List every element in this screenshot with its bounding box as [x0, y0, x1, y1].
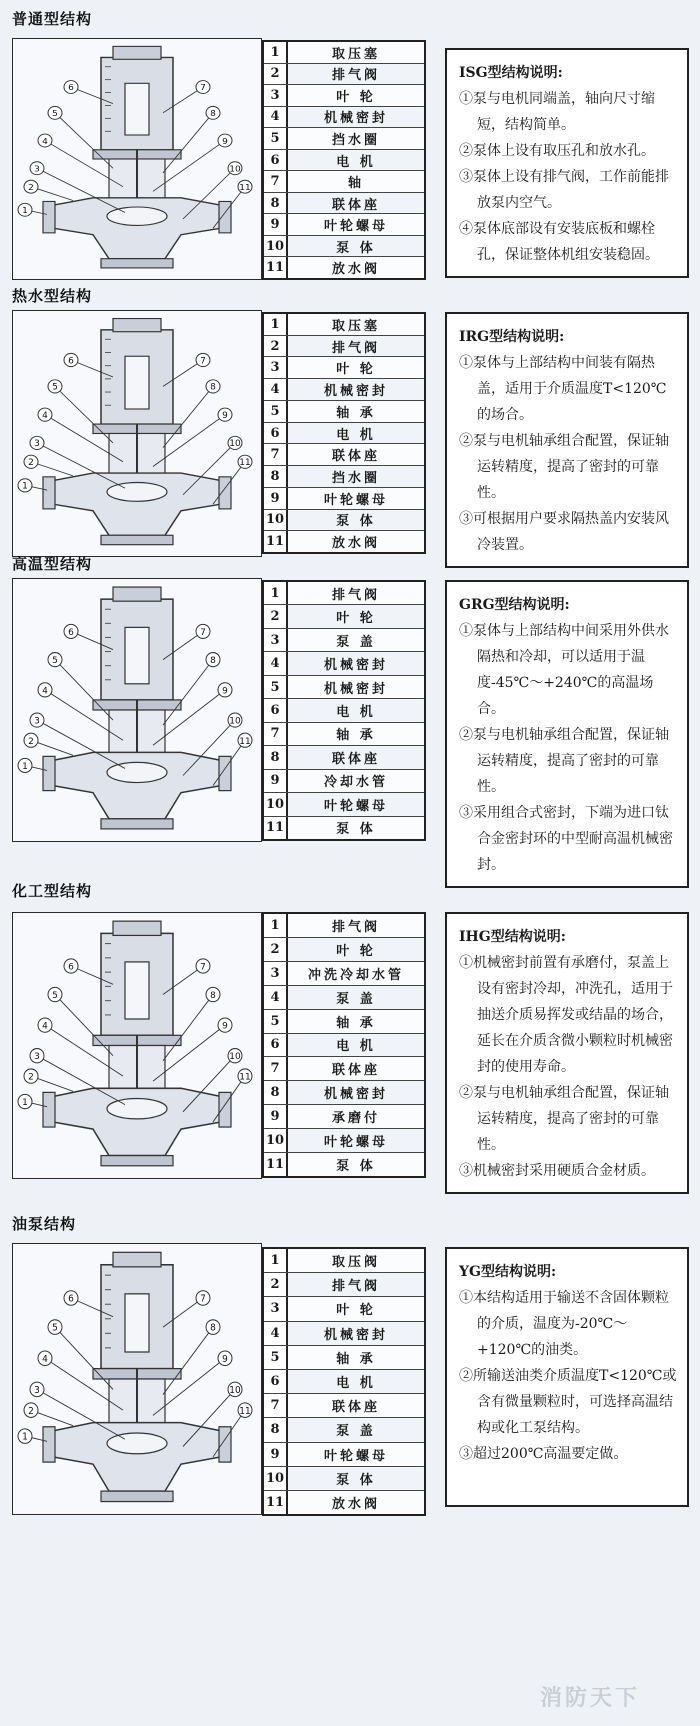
base-plate [101, 1491, 173, 1501]
section-title: 普通型结构 [12, 10, 93, 28]
inlet-flange [43, 1427, 55, 1462]
parts-row [264, 1105, 424, 1129]
parts-row [264, 699, 424, 722]
parts-row [264, 444, 424, 466]
callout-number: 3 [34, 439, 40, 450]
callout-number: 4 [42, 1021, 48, 1032]
part-number: 4 [264, 986, 288, 1009]
part-number: 2 [264, 336, 288, 357]
callout-number: 8 [210, 382, 216, 393]
parts-row [264, 423, 424, 445]
parts-row [264, 171, 424, 193]
motor-cap [113, 587, 161, 601]
callout-number: 4 [42, 411, 48, 421]
impeller [107, 207, 167, 225]
part-number: 10 [264, 1467, 288, 1490]
parts-row [264, 746, 424, 769]
part-number: 2 [264, 938, 288, 961]
motor-cap [113, 921, 161, 935]
part-name: 泵 体 [288, 1467, 424, 1490]
parts-row [264, 466, 424, 488]
parts-row [264, 401, 424, 423]
parts-row [264, 1153, 424, 1176]
part-number: 5 [264, 1010, 288, 1033]
part-name: 电 机 [288, 1034, 424, 1057]
parts-row [264, 193, 424, 215]
part-name: 轴 承 [288, 401, 424, 422]
parts-row [264, 1443, 424, 1467]
impeller [107, 1433, 167, 1454]
part-number: 3 [264, 629, 288, 651]
part-name: 机械密封 [288, 1322, 424, 1345]
callout-number: 7 [200, 627, 206, 638]
part-number: 6 [264, 1034, 288, 1057]
parts-row [264, 214, 424, 236]
callout-number: 9 [222, 686, 228, 697]
description-title: GRG型结构说明: [459, 597, 570, 613]
part-number: 3 [264, 357, 288, 378]
callout-number: 2 [28, 1405, 34, 1417]
parts-row [264, 379, 424, 401]
callout-number: 5 [52, 991, 58, 1002]
description-item: ①泵体与上部结构中间采用外供水隔热和冷却，可以适用于温度-45℃～+240℃的高温场合。 [459, 623, 669, 717]
part-name: 挡水圈 [288, 466, 424, 487]
callout-number: 6 [68, 627, 74, 638]
description-item: ②所输送油类介质温度T<120℃或含有微量颗粒时，可选择高温结构或化工泵结构。 [459, 1368, 677, 1436]
part-number: 11 [264, 1491, 288, 1514]
outlet-flange [219, 201, 231, 232]
part-name: 冷却水管 [288, 770, 424, 792]
part-name: 排气阀 [288, 914, 424, 937]
parts-row [264, 85, 424, 107]
callout-number: 2 [28, 1072, 34, 1083]
part-number: 9 [264, 1443, 288, 1466]
callout-number: 4 [42, 1353, 48, 1365]
part-number: 6 [264, 699, 288, 721]
parts-row [264, 1057, 424, 1081]
structure-description [445, 312, 689, 568]
callout-number: 10 [229, 439, 241, 450]
part-number: 1 [264, 914, 288, 937]
structure-description [445, 580, 689, 888]
structure-description [445, 48, 689, 278]
part-name: 排气阀 [288, 336, 424, 357]
parts-row [264, 1418, 424, 1442]
description-title: IRG型结构说明: [459, 329, 565, 345]
part-name: 机械密封 [288, 379, 424, 400]
part-number: 9 [264, 770, 288, 792]
description-item: ①本结构适用于输送不含固体颗粒的介质，温度为-20℃～+120℃的油类。 [459, 1290, 669, 1358]
part-name: 叶轮螺母 [288, 793, 424, 815]
callout-number: 1 [22, 206, 28, 216]
callout-number: 3 [34, 164, 40, 175]
description-item: ④泵体底部设有安装底板和螺栓孔，保证整体机组安装稳固。 [459, 221, 659, 263]
description-item: ①机械密封前置有承磨付，泵盖上设有密封冷却，冲洗孔，适用于抽送介质易挥发或结晶的场合，延长在介质含微小颗粒时机械密封的使用寿命。 [459, 955, 673, 1075]
section-title: 化工型结构 [12, 882, 93, 900]
part-number: 9 [264, 1105, 288, 1128]
parts-table [262, 580, 426, 841]
callout-number: 3 [34, 1384, 40, 1397]
part-name: 联体座 [288, 1057, 424, 1080]
callout-number: 6 [68, 1293, 74, 1305]
callout-number: 2 [28, 183, 34, 193]
part-name: 电 机 [288, 150, 424, 171]
parts-row [264, 817, 424, 839]
parts-row [264, 1034, 424, 1058]
callout-number: 4 [42, 137, 48, 147]
part-number: 1 [264, 314, 288, 335]
structure-section [0, 285, 700, 559]
parts-row [264, 605, 424, 628]
part-number: 11 [264, 531, 288, 552]
callout-number: 11 [239, 736, 251, 747]
parts-row [264, 357, 424, 379]
part-number: 4 [264, 1322, 288, 1345]
parts-table [262, 40, 426, 280]
parts-row [264, 723, 424, 746]
inlet-flange [43, 1092, 55, 1127]
callout-number: 8 [210, 1322, 216, 1334]
part-number: 9 [264, 488, 288, 509]
part-name: 叶 轮 [288, 85, 424, 106]
impeller [107, 1099, 167, 1119]
watermark-text: 消防天下 [539, 1686, 640, 1711]
part-name: 冲洗冷却水管 [288, 962, 424, 985]
callout-number: 1 [22, 761, 28, 772]
part-number: 11 [264, 1153, 288, 1176]
callout-number: 3 [34, 1052, 40, 1063]
pump-diagram [12, 1243, 262, 1515]
parts-row [264, 488, 424, 510]
part-name: 电 机 [288, 699, 424, 721]
part-number: 6 [264, 1370, 288, 1393]
part-name: 电 机 [288, 1370, 424, 1393]
parts-table [262, 1247, 426, 1516]
callout-number: 5 [52, 382, 58, 393]
part-name: 泵 体 [288, 1153, 424, 1176]
callout-number: 5 [52, 1322, 58, 1334]
pump-diagram [12, 912, 262, 1179]
part-number: 1 [264, 1249, 288, 1272]
callout-number: 1 [22, 481, 28, 492]
description-title: YG型结构说明: [459, 1264, 557, 1280]
description-item: ③机械密封采用硬质合金材质。 [459, 1163, 655, 1179]
motor-window [125, 1294, 149, 1352]
part-name: 取压塞 [288, 314, 424, 335]
section-title: 高温型结构 [12, 555, 93, 573]
part-number: 4 [264, 379, 288, 400]
impeller [107, 483, 167, 502]
part-number: 11 [264, 257, 288, 278]
part-name: 取压阀 [288, 1249, 424, 1272]
callout-number: 1 [22, 1098, 28, 1109]
part-number: 2 [264, 64, 288, 85]
part-name: 承磨付 [288, 1105, 424, 1128]
description-item: ②泵与电机轴承组合配置，保证轴运转精度，提高了密封的可靠性。 [459, 433, 669, 501]
part-number: 7 [264, 171, 288, 192]
structure-section [0, 8, 700, 282]
structure-description [445, 912, 689, 1194]
part-number: 9 [264, 214, 288, 235]
parts-row [264, 1346, 424, 1370]
parts-row [264, 938, 424, 962]
parts-row [264, 236, 424, 258]
parts-row [264, 914, 424, 938]
description-title: IHG型结构说明: [459, 929, 566, 945]
part-number: 8 [264, 193, 288, 214]
part-name: 泵 盖 [288, 629, 424, 651]
parts-table [262, 912, 426, 1178]
parts-row [264, 1081, 424, 1105]
parts-row [264, 582, 424, 605]
part-name: 放水阀 [288, 531, 424, 552]
part-name: 放水阀 [288, 257, 424, 278]
description-item: ①泵与电机同端盖，轴向尺寸缩短，结构简单。 [459, 91, 655, 133]
part-number: 4 [264, 652, 288, 674]
part-number: 6 [264, 150, 288, 171]
part-number: 7 [264, 444, 288, 465]
structure-section [0, 880, 700, 1181]
parts-row [264, 962, 424, 986]
inlet-flange [43, 477, 55, 509]
motor-window [125, 83, 149, 135]
callout-number: 11 [239, 183, 251, 193]
parts-row [264, 986, 424, 1010]
part-name: 泵 体 [288, 510, 424, 531]
parts-row [264, 1394, 424, 1418]
callout-number: 8 [210, 656, 216, 667]
pump-diagram [12, 578, 262, 842]
part-number: 3 [264, 85, 288, 106]
callout-number: 10 [229, 1384, 241, 1397]
parts-row [264, 652, 424, 675]
parts-row [264, 1249, 424, 1273]
section-title: 热水型结构 [12, 287, 93, 305]
part-name: 泵 盖 [288, 1418, 424, 1441]
parts-row [264, 1273, 424, 1297]
callout-number: 3 [34, 716, 40, 727]
part-name: 叶 轮 [288, 938, 424, 961]
callout-number: 6 [68, 356, 74, 367]
callout-number: 7 [200, 356, 206, 367]
pump-diagram [12, 38, 262, 280]
part-number: 3 [264, 962, 288, 985]
description-item: ②泵与电机轴承组合配置，保证轴运转精度，提高了密封的可靠性。 [459, 1085, 669, 1153]
callout-number: 11 [239, 1405, 251, 1417]
callout-number: 7 [200, 962, 206, 973]
callout-number: 5 [52, 109, 58, 119]
callout-number: 9 [222, 411, 228, 421]
outlet-flange [219, 756, 231, 790]
part-name: 轴 [288, 171, 424, 192]
part-number: 8 [264, 1418, 288, 1441]
callout-number: 10 [229, 716, 241, 727]
part-name: 机械密封 [288, 652, 424, 674]
description-item: ③泵体上设有排气阀，工作前能排放泵内空气。 [459, 169, 669, 211]
callout-number: 6 [68, 83, 74, 94]
motor-window [125, 962, 149, 1019]
part-name: 联体座 [288, 1394, 424, 1417]
outlet-flange [219, 1092, 231, 1127]
parts-row [264, 257, 424, 278]
description-item: ②泵体上设有取压孔和放水孔。 [459, 143, 655, 159]
callout-number: 2 [28, 736, 34, 747]
part-number: 5 [264, 401, 288, 422]
parts-row [264, 64, 424, 86]
structure-description [445, 1247, 689, 1507]
parts-row [264, 770, 424, 793]
parts-row [264, 676, 424, 699]
base-plate [101, 535, 173, 544]
parts-row [264, 150, 424, 172]
part-name: 轴 承 [288, 723, 424, 745]
parts-row [264, 1491, 424, 1514]
callout-number: 8 [210, 109, 216, 119]
outlet-flange [219, 1427, 231, 1462]
base-plate [101, 819, 173, 829]
part-name: 机械密封 [288, 676, 424, 698]
part-name: 泵 体 [288, 236, 424, 257]
callout-number: 6 [68, 962, 74, 973]
part-number: 8 [264, 746, 288, 768]
part-name: 泵 盖 [288, 986, 424, 1009]
part-name: 叶 轮 [288, 357, 424, 378]
part-name: 联体座 [288, 444, 424, 465]
part-number: 8 [264, 1081, 288, 1104]
part-name: 叶轮螺母 [288, 488, 424, 509]
part-number: 7 [264, 1057, 288, 1080]
callout-number: 10 [229, 164, 241, 175]
part-name: 挡水圈 [288, 128, 424, 149]
parts-row [264, 1322, 424, 1346]
part-name: 叶轮螺母 [288, 1129, 424, 1152]
part-name: 排气阀 [288, 582, 424, 604]
structure-section [0, 1213, 700, 1517]
parts-row [264, 793, 424, 816]
description-item: ③可根据用户要求隔热盖内安装风冷装置。 [459, 511, 669, 553]
impeller [107, 762, 167, 782]
section-title: 油泵结构 [12, 1215, 77, 1233]
description-item: ①泵体与上部结构中间装有隔热盖，适用于介质温度T<120℃的场合。 [459, 355, 667, 423]
motor-window [125, 627, 149, 683]
part-name: 轴 承 [288, 1010, 424, 1033]
outlet-flange [219, 477, 231, 509]
callout-number: 10 [229, 1052, 241, 1063]
parts-row [264, 1010, 424, 1034]
part-number: 6 [264, 423, 288, 444]
part-number: 5 [264, 676, 288, 698]
description-item: ②泵与电机轴承组合配置，保证轴运转精度，提高了密封的可靠性。 [459, 727, 669, 795]
parts-row [264, 1370, 424, 1394]
inlet-flange [43, 201, 55, 232]
motor-cap [113, 46, 161, 59]
part-name: 机械密封 [288, 1081, 424, 1104]
parts-row [264, 128, 424, 150]
part-number: 2 [264, 605, 288, 627]
callout-number: 5 [52, 656, 58, 667]
description-title: ISG型结构说明: [459, 65, 563, 81]
callout-number: 1 [22, 1431, 28, 1443]
description-item: ③采用组合式密封，下端为进口钛合金密封环的中型耐高温机械密封。 [459, 805, 673, 873]
part-name: 叶 轮 [288, 1297, 424, 1320]
part-name: 联体座 [288, 746, 424, 768]
base-plate [101, 259, 173, 268]
callout-number: 7 [200, 83, 206, 94]
parts-row [264, 314, 424, 336]
parts-row [264, 1467, 424, 1491]
motor-window [125, 356, 149, 409]
parts-row [264, 531, 424, 552]
parts-row [264, 107, 424, 129]
part-number: 8 [264, 466, 288, 487]
description-item: ③超过200℃高温要定做。 [459, 1446, 628, 1462]
motor-cap [113, 1252, 161, 1267]
callout-number: 9 [222, 137, 228, 147]
part-name: 泵 体 [288, 817, 424, 839]
part-name: 叶 轮 [288, 605, 424, 627]
part-number: 7 [264, 1394, 288, 1417]
callout-number: 7 [200, 1293, 206, 1305]
parts-table [262, 312, 426, 554]
callout-number: 8 [210, 991, 216, 1002]
part-number: 10 [264, 793, 288, 815]
parts-row [264, 42, 424, 64]
part-number: 5 [264, 1346, 288, 1369]
part-name: 联体座 [288, 193, 424, 214]
part-number: 10 [264, 1129, 288, 1152]
part-number: 4 [264, 107, 288, 128]
part-name: 取压塞 [288, 42, 424, 63]
callout-number: 9 [222, 1353, 228, 1365]
part-number: 11 [264, 817, 288, 839]
motor-cap [113, 319, 161, 332]
part-name: 排气阀 [288, 64, 424, 85]
part-number: 5 [264, 128, 288, 149]
inlet-flange [43, 756, 55, 790]
parts-row [264, 336, 424, 358]
part-name: 叶轮螺母 [288, 1443, 424, 1466]
part-name: 放水阀 [288, 1491, 424, 1514]
part-name: 叶轮螺母 [288, 214, 424, 235]
part-name: 机械密封 [288, 107, 424, 128]
structure-section [0, 553, 700, 873]
parts-row [264, 1129, 424, 1153]
part-name: 轴 承 [288, 1346, 424, 1369]
parts-row [264, 1297, 424, 1321]
part-number: 2 [264, 1273, 288, 1296]
callout-number: 4 [42, 686, 48, 697]
part-number: 7 [264, 723, 288, 745]
callout-number: 11 [239, 1072, 251, 1083]
part-number: 10 [264, 510, 288, 531]
part-name: 排气阀 [288, 1273, 424, 1296]
part-number: 3 [264, 1297, 288, 1320]
pump-diagram [12, 310, 262, 557]
part-number: 10 [264, 236, 288, 257]
callout-number: 2 [28, 458, 34, 468]
base-plate [101, 1156, 173, 1166]
callout-number: 11 [239, 458, 251, 468]
parts-row [264, 629, 424, 652]
callout-number: 9 [222, 1021, 228, 1032]
part-number: 1 [264, 582, 288, 604]
parts-row [264, 510, 424, 532]
part-name: 电 机 [288, 423, 424, 444]
part-number: 1 [264, 42, 288, 63]
